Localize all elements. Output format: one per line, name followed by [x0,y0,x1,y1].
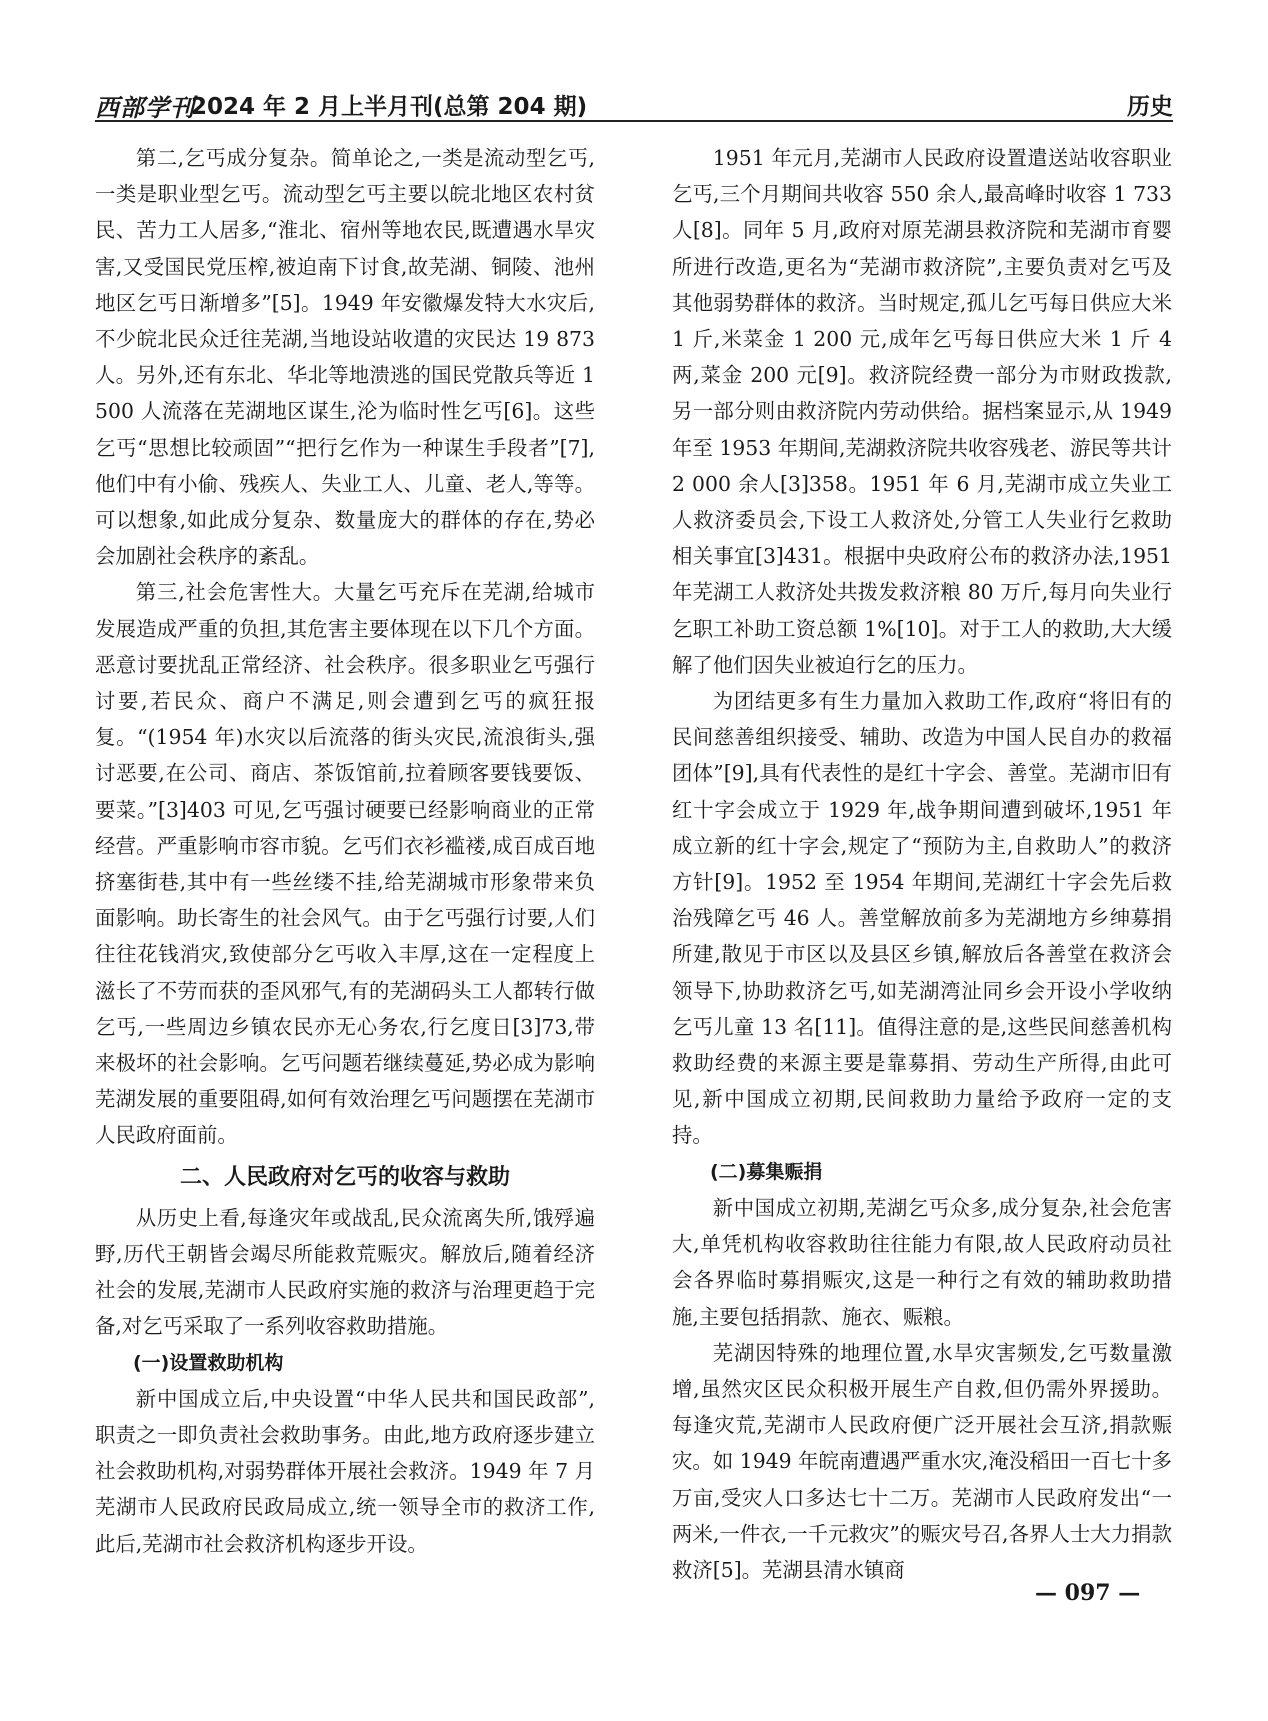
paragraph-social-harm: 第三,社会危害性大。大量乞丐充斥在芜湖,给城市发展造成严重的负担,其危害主要体现在以下几个方面。恶意讨要扰乱正常经济、社会秩序。很多职业乞丐强行讨要,若民众、商户不满足,则会遭到乞丐的疯狂报复。“(1954 年)水灾以后流落的街头灾民,流浪街头,强讨恶要,在公司、商店、茶饭馆前,拉着顾客要钱要饭、要菜。”[3]403 可见,乞丐强讨硬要已经影响商业的正常经营。严重影响市容市貌。乞丐们衣衫褴褛,成百成百地挤塞街巷,其中有一些丝缕不挂,给芜湖城市形象带来负面影响。助长寄生的社会风气。由于乞丐强行讨要,人们往往花钱消灾,致使部分乞丐收入丰厚,这在一定程度上滋长了不劳而获的歪风邪气,有的芜湖码头工人都转行做乞丐,一些周边乡镇农民亦无心务农,行乞度日[3]73,带来极坏的社会影响。乞丐问题若继续蔓延,势必成为影响芜湖发展的重要阻碍,如何有效治理乞丐问题摆在芜湖市人民政府面前。 [95,580,595,1148]
page-header [95,86,1173,122]
section-label: 历史 [1127,94,1173,120]
right-column [672,140,1172,1588]
paragraph-beggar-composition: 第二,乞丐成分复杂。简单论之,一类是流动型乞丐,一类是职业型乞丐。流动型乞丐主要以皖北地区农村贫民、苦力工人居多,“淮北、宿州等地农民,既遭遇水旱灾害,又受国民党压榨,被迫南下讨食,故芜湖、铜陵、池州地区乞丐日渐增多”[5]。1949 年安徽爆发特大水灾后,不少皖北民众迁往芜湖,当地设站收遣的灾民达 19 873 人。另外,还有东北、华北等地溃逃的国民党散兵等近 1 500 人流落在芜湖地区谋生,沦为临时性乞丐[6]。这些乞丐“思想比较顽固”“把行乞作为一种谋生手段者”[7],他们中有小偷、残疾人、失业工人、儿童、老人,等等。可以想象,如此成分复杂、数量庞大的群体的存在,势必会加剧社会秩序的紊乱。 [95,146,595,569]
paragraph-relief-agencies: 新中国成立后,中央设置“中华人民共和国民政部”,职责之一即负责社会救助事务。由此,地方政府逐步建立社会救助机构,对弱势群体开展社会救济。1949 年 7 月芜湖市人民政府民政局成立,统一领导全市的救济工作,此后,芜湖市社会救济机构逐步开设。 [95,1386,595,1556]
section-heading-2: 二、人民政府对乞丐的收容与救助 [179,1164,510,1190]
header-divider [95,120,1173,122]
journal-logo: 西部学刊 [95,93,195,122]
subheading-relief-agencies: (一)设置救助机构 [133,1351,284,1374]
issue-info: 2024 年 2 月上半月刊(总第 204 期) [191,94,588,120]
paragraph-shelter-station: 1951 年元月,芜湖市人民政府设置遣送站收容职业乞丐,三个月期间共收容 550 余人,最高峰时收容 1 733 人[8]。同年 5 月,政府对原芜湖县救济院和芜湖市育婴所进行改造,更名为“芜湖市救济院”,主要负责对乞丐及其他弱势群体的救济。当时规定,孤儿乞丐每日供应大米 1 斤,米菜金 1 200 元,成年乞丐每日供应大米 1 斤 4 两,菜金 200 元[9]。救济院经费一部分为市财政拨款,另一部分则由救济院内劳动供给。据档案显示,从 1949 年至 1953 年期间,芜湖救济院共收容残老、游民等共计 2 000 余人[3]358。1951 年 6 月,芜湖市成立失业工人救济委员会,下设工人救济处,分管工人失业行乞救助相关事宜[3]431。根据中央政府公布的救济办法,1951 年芜湖工人救济处共拨发救济粮 80 万斤,每月向失业行乞职工补助工资总额 1%[10]。对于工人的救助,大大缓解了他们因失业被迫行乞的压力。 [672,146,1172,677]
paragraph-charity-groups: 为团结更多有生力量加入救助工作,政府“将旧有的民间慈善组织接受、辅助、改造为中国人民自办的救福团体”[9],具有代表性的是红十字会、善堂。芜湖市旧有红十字会成立于 1929 年,战争期间遭到破坏,1951 年成立新的红十字会,规定了“预防为主,自救助人”的救济方针[9]。1952 至 1954 年期间,芜湖红十字会先后救治残障乞丐 46 人。善堂解放前多为芜湖地方乡绅募捐所建,散见于市区以及县区乡镇,解放后各善堂在救济会领导下,协助救济乞丐,如芜湖湾沚同乡会开设小学收纳乞丐儿童 13 名[11]。值得注意的是,这些民间慈善机构救助经费的来源主要是靠募捐、劳动生产所得,由此可见,新中国成立初期,民间救助力量给予政府一定的支持。 [672,689,1172,1148]
page-number: — 097 — [1035,1580,1141,1606]
paragraph-disaster-relief: 芜湖因特殊的地理位置,水旱灾害频发,乞丐数量激增,虽然灾区民众积极开展生产自救,但仍需外界援助。每逢灾荒,芜湖市人民政府便广泛开展社会互济,捐款赈灾。如 1949 年皖南遭遇严重水灾,淹没稻田一百七十多万亩,受灾人口多达七十二万。芜湖市人民政府发出“一两米,一件衣,一千元救灾”的赈灾号召,各界人士大力捐款救济[5]。芜湖县清水镇商 [672,1340,1172,1582]
paragraph-section-intro: 从历史上看,每逢灾年或战乱,民众流离失所,饿殍遍野,历代王朝皆会竭尽所能救荒赈灾。解放后,随着经济社会的发展,芜湖市人民政府实施的救济与治理更趋于完备,对乞丐采取了一系列收容救助措施。 [95,1205,595,1339]
subheading-donations: (二)募集赈捐 [710,1160,823,1183]
left-column [95,140,595,1562]
paragraph-donations-intro: 新中国成立初期,芜湖乞丐众多,成分复杂,社会危害大,单凭机构收容救助往往能力有限,故人民政府动员社会各界临时募捐赈灾,这是一种行之有效的辅助救助措施,主要包括捐款、施衣、赈粮。 [672,1195,1172,1329]
